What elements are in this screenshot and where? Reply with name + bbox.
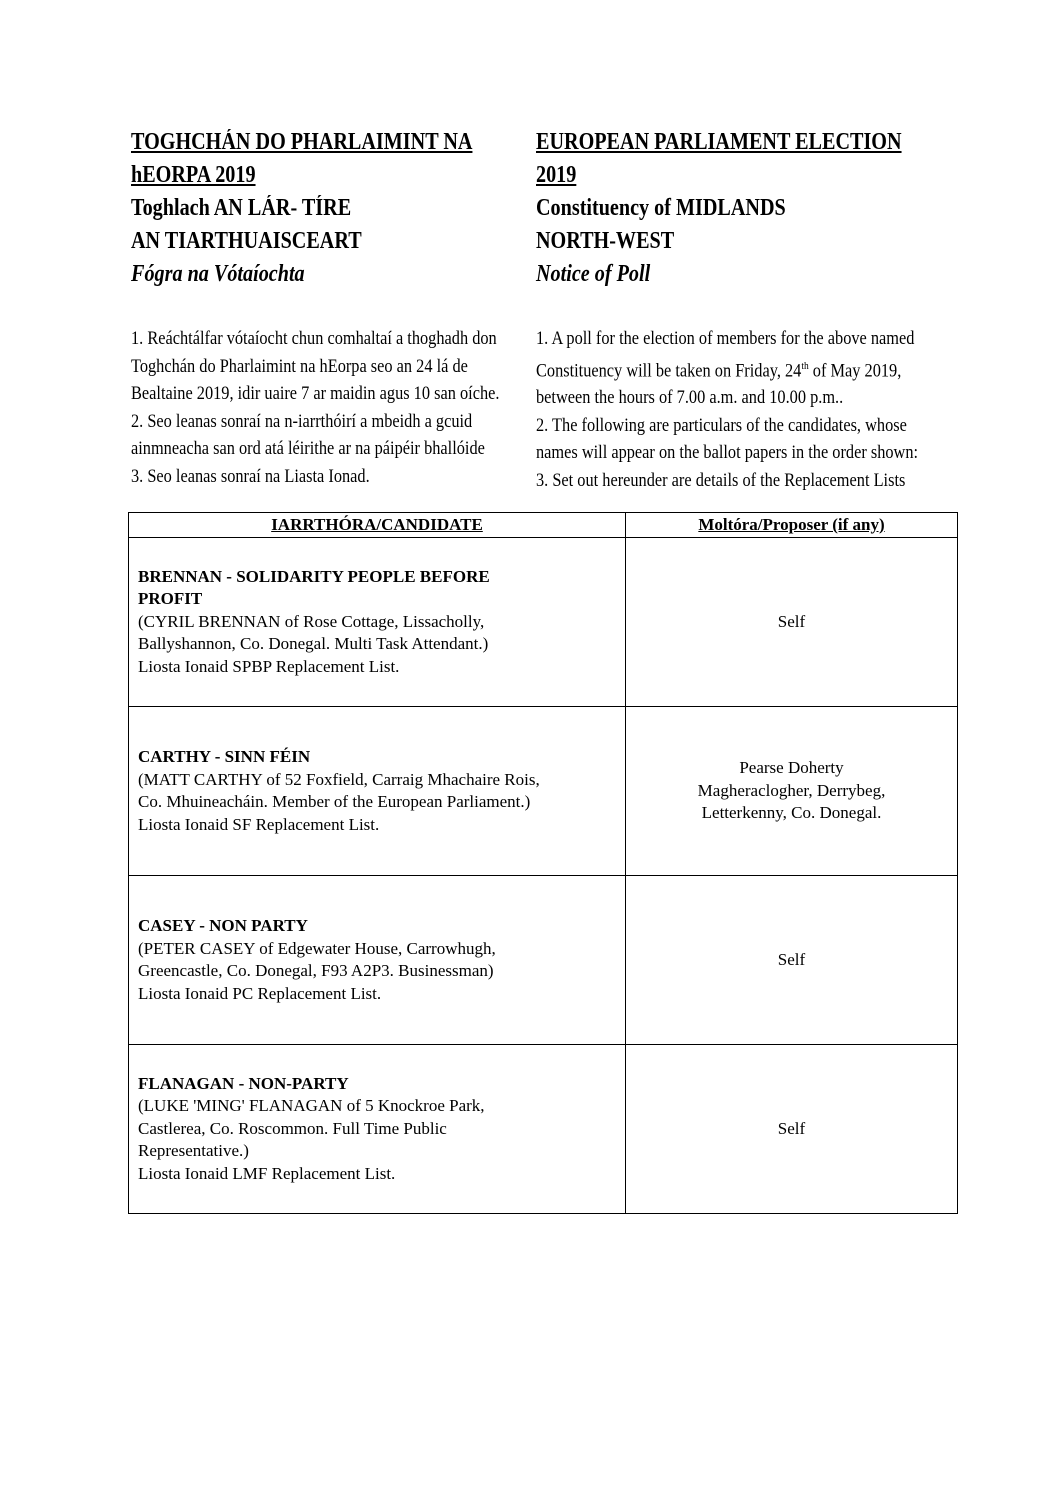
- english-body-line: between the hours of 7.00 a.m. and 10.00 p.m..: [536, 387, 844, 409]
- english-body-line: 3. Set out hereunder are details of the Replacement Lists: [536, 469, 906, 491]
- english-body-line: names will appear on the ballot papers in the order shown:: [536, 442, 919, 464]
- ordinal-suffix: th: [801, 359, 809, 372]
- english-title-line-1: EUROPEAN PARLIAMENT ELECTION: [536, 129, 902, 155]
- candidates-table: [128, 512, 958, 1214]
- irish-notice-body: [131, 325, 559, 490]
- english-body-line: [536, 353, 918, 385]
- candidate-name: BRENNAN - SOLIDARITY PEOPLE BEFORE: [138, 566, 490, 586]
- proposer-line: Self: [777, 611, 806, 631]
- table-row: [129, 1045, 958, 1214]
- candidate-details: Co. Mhuineacháin. Member of the European Parliament.): [138, 792, 531, 811]
- proposer-cell: [626, 1045, 958, 1214]
- proposer-cell: [626, 538, 958, 707]
- table-row: [129, 707, 958, 876]
- proposer-line: Magheraclogher, Derrybeg,: [697, 780, 886, 800]
- replacement-list: Liosta Ionaid SF Replacement List.: [138, 814, 380, 834]
- irish-title-line-2: hEORPA 2019: [131, 162, 256, 188]
- candidate-cell: [129, 538, 626, 707]
- proposer-cell: [626, 707, 958, 876]
- replacement-list: Liosta Ionaid PC Replacement List.: [138, 983, 382, 1003]
- replacement-list: Liosta Ionaid LMF Replacement List.: [138, 1163, 396, 1183]
- candidate-name: CARTHY - SINN FÉIN: [138, 747, 311, 766]
- english-constituency-line-1: Constituency of MIDLANDS: [536, 195, 786, 221]
- english-body-line: 2. The following are particulars of the candidates, whose: [536, 414, 907, 436]
- candidate-details: (PETER CASEY of Edgewater House, Carrowhugh,: [138, 938, 496, 958]
- irish-notice-subtitle: Fógra na Vótaíochta: [131, 261, 305, 287]
- proposer-cell: [626, 876, 958, 1045]
- english-body-line: 1. A poll for the election of members for the above named: [536, 328, 915, 349]
- candidate-cell: [129, 1045, 626, 1214]
- english-body-text: of May 2019,: [808, 359, 902, 381]
- candidate-name: PROFIT: [138, 589, 203, 609]
- table-row: [129, 876, 958, 1045]
- table-header-row: [129, 513, 958, 538]
- irish-constituency-line-1: Toghlach AN LÁR- TÍRE: [131, 195, 352, 221]
- english-notice-subtitle: Notice of Poll: [536, 261, 651, 287]
- candidate-details: (CYRIL BRENNAN of Rose Cottage, Lissacholly,: [138, 611, 485, 631]
- candidate-details: (LUKE 'MING' FLANAGAN of 5 Knockroe Park,: [138, 1096, 485, 1116]
- proposer-column-header: Moltóra/Proposer (if any): [626, 513, 958, 538]
- irish-body-line: ainmneacha san ord atá léirithe ar na páipéir bhallóide: [131, 438, 485, 459]
- candidate-details: (MATT CARTHY of 52 Foxfield, Carraig Mhachaire Rois,: [138, 769, 540, 789]
- candidate-column-header: IARRTHÓRA/CANDIDATE: [129, 513, 626, 538]
- proposer-line: Self: [777, 949, 806, 969]
- irish-constituency-line-2: AN TIARTHUAISCEART: [131, 228, 362, 254]
- english-constituency-line-2: NORTH-WEST: [536, 228, 675, 254]
- irish-body-line: Bealtaine 2019, idir uaire 7 ar maidin agus 10 san oíche.: [131, 383, 500, 404]
- english-title-line-2: 2019: [536, 162, 577, 188]
- irish-body-line: 3. Seo leanas sonraí na Liasta Ionad.: [131, 465, 370, 487]
- irish-body-line: 2. Seo leanas sonraí na n-iarrthóirí a mbeidh a gcuid: [131, 410, 473, 432]
- replacement-list: Liosta Ionaid SPBP Replacement List.: [138, 656, 400, 676]
- proposer-line: Pearse Doherty: [739, 758, 844, 778]
- proposer-line: Letterkenny, Co. Donegal.: [701, 803, 882, 823]
- candidate-name: FLANAGAN - NON-PARTY: [138, 1073, 349, 1093]
- irish-body-line: 1. Reáchtálfar vótaíocht chun comhaltaí a thoghadh don: [131, 328, 497, 349]
- irish-title-line-1: TOGHCHÁN DO PHARLAIMINT NA: [131, 129, 473, 155]
- irish-heading: [131, 126, 516, 291]
- candidate-cell: [129, 876, 626, 1045]
- english-body-text: Constituency will be taken on Friday, 24: [536, 359, 802, 381]
- proposer-line: Self: [777, 1118, 806, 1138]
- candidates-table-body: [129, 538, 958, 1214]
- candidate-name: CASEY - NON PARTY: [138, 916, 308, 935]
- irish-body-line: Toghchán do Pharlaimint na hEorpa seo an 24 lá de: [131, 355, 468, 377]
- candidate-cell: [129, 707, 626, 876]
- table-row: [129, 538, 958, 707]
- candidate-details: Greencastle, Co. Donegal, F93 A2P3. Businessman): [138, 961, 494, 980]
- english-heading: [536, 126, 936, 291]
- candidate-details: Castlerea, Co. Roscommon. Full Time Public: [138, 1118, 447, 1138]
- candidate-details: Ballyshannon, Co. Donegal. Multi Task Attendant.): [138, 634, 489, 654]
- english-notice-body: [536, 325, 980, 494]
- candidate-details: Representative.): [138, 1141, 249, 1161]
